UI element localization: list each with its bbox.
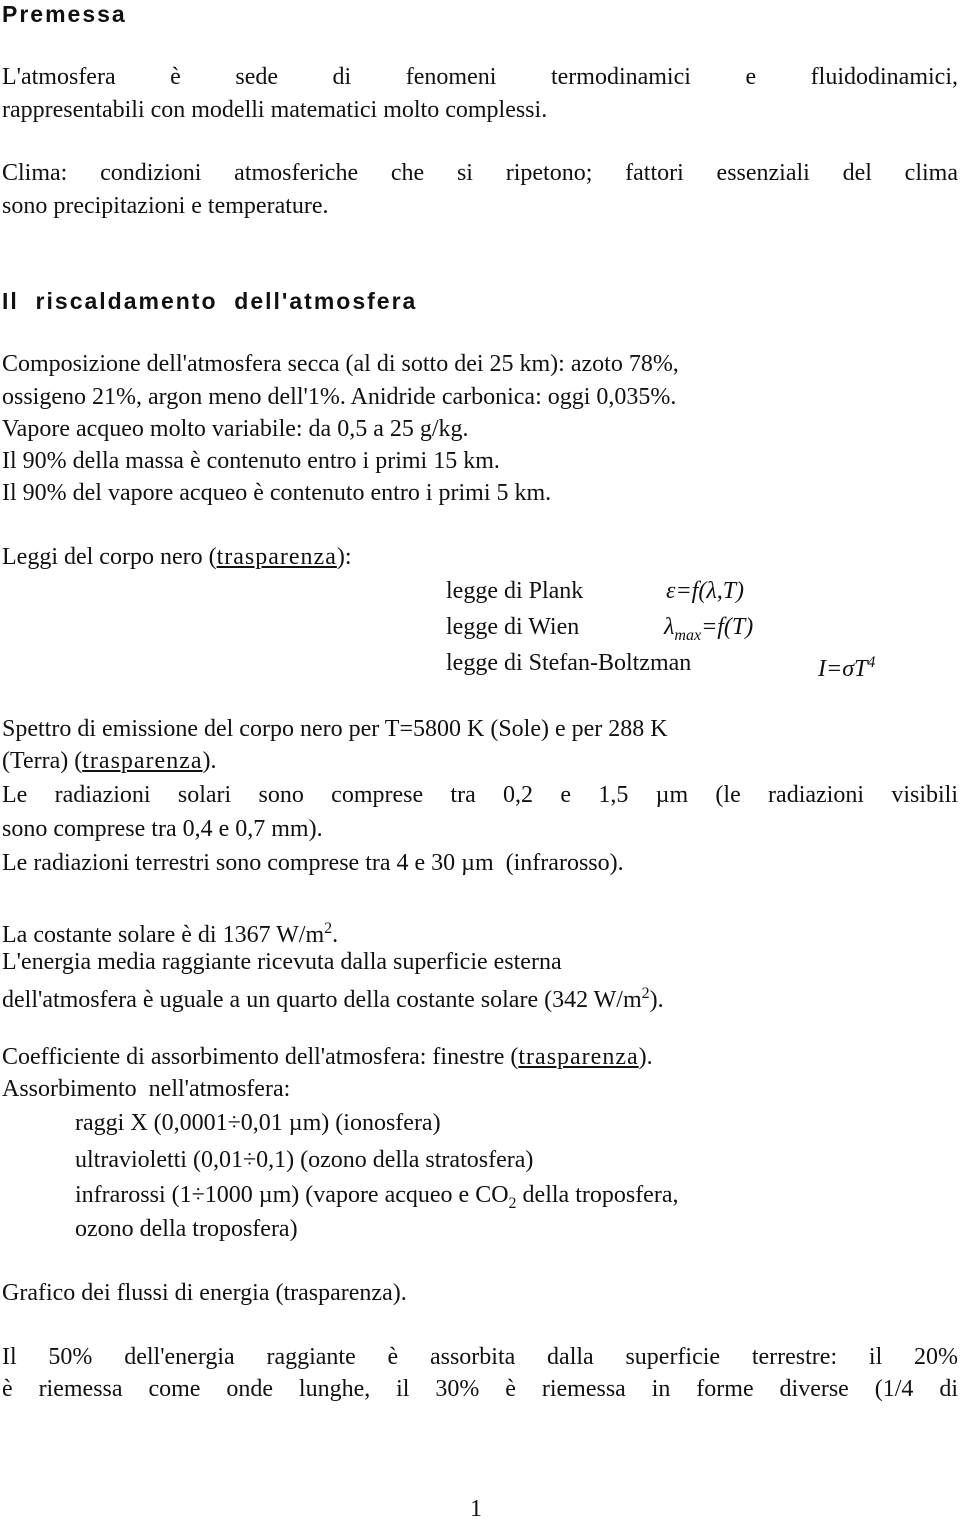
trasparenza-link[interactable]: trasparenza xyxy=(82,748,203,774)
composition-line-3: Vapore acqueo molto variabile: da 0,5 a 25 g/kg. xyxy=(2,416,469,442)
intro-line-4: sono precipitazioni e temperature. xyxy=(2,193,329,219)
spectrum-line-5: Le radiazioni terrestri sono comprese tra 4 e 30 µm (infrarosso). xyxy=(2,850,624,876)
final-line-2: è riemessa come onde lunghe, il 30% è riemessa in forme diverse (1/4 di xyxy=(2,1376,958,1402)
laws-intro-suffix: ): xyxy=(336,544,352,570)
composition-line-2: ossigeno 21%, argon meno dell'1%. Anidride carbonica: oggi 0,035%. xyxy=(2,384,677,410)
composition-line-5: Il 90% del vapore acqueo è contenuto entro i primi 5 km. xyxy=(2,480,552,506)
intro-line-2: rappresentabili con modelli matematici molto complessi. xyxy=(2,97,548,123)
co2-subscript: 2 xyxy=(508,1194,517,1212)
solar-line-1-prefix: La costante solare è di 1367 W/m xyxy=(2,922,325,948)
composition-line-1: Composizione dell'atmosfera secca (al di sotto dei 25 km): azoto 78%, xyxy=(2,351,679,377)
trasparenza-link[interactable]: trasparenza xyxy=(518,1044,639,1070)
absorption-item-x-rays: raggi X (0,0001÷0,01 µm) (ionosfera) xyxy=(75,1110,441,1136)
spectrum-line-2-suffix: ). xyxy=(202,748,217,774)
law-plank-name: legge di Plank xyxy=(446,578,584,604)
graph-line: Grafico dei flussi di energia (trasparenza). xyxy=(2,1280,407,1306)
trasparenza-link[interactable]: trasparenza xyxy=(216,544,337,570)
absorption-line-1-prefix: Coefficiente di assorbimento dell'atmosfera: finestre ( xyxy=(2,1044,519,1070)
spectrum-line-3: Le radiazioni solari sono comprese tra 0,2 e 1,5 µm (le radiazioni visibili xyxy=(2,782,958,808)
spectrum-line-2 xyxy=(2,747,217,775)
spectrum-line-1: Spettro di emissione del corpo nero per T=5800 K (Sole) e per 288 K xyxy=(2,716,668,742)
absorption-line-2: Assorbimento nell'atmosfera: xyxy=(2,1076,291,1102)
law-wien-name: legge di Wien xyxy=(446,614,580,640)
laws-intro-prefix: Leggi del corpo nero ( xyxy=(2,544,217,570)
spectrum-line-2-prefix: (Terra) ( xyxy=(2,748,83,774)
solar-line-1 xyxy=(2,915,338,949)
absorption-line-1 xyxy=(2,1043,653,1071)
wien-rest: =f(T) xyxy=(701,614,754,640)
wien-sub-max: max xyxy=(674,626,702,644)
law-wien-formula xyxy=(664,613,753,650)
page-number: 1 xyxy=(470,1496,482,1522)
absorption-item-ozone: ozono della troposfera) xyxy=(75,1216,298,1242)
law-stefan-name: legge di Stefan-Boltzman xyxy=(446,650,692,676)
composition-line-4: Il 90% della massa è contenuto entro i primi 15 km. xyxy=(2,448,500,474)
spectrum-line-4: sono comprese tra 0,4 e 0,7 mm). xyxy=(2,816,323,842)
solar-line-1-suffix: . xyxy=(332,922,339,948)
solar-line-2: L'energia media raggiante ricevuta dalla superficie esterna xyxy=(2,949,562,975)
absorption-item-ultraviolet: ultravioletti (0,01÷0,1) (ozono della stratosfera) xyxy=(75,1147,534,1173)
section-heading-riscaldamento: Il riscaldamento dell'atmosfera xyxy=(2,288,418,314)
section-heading-premessa: Premessa xyxy=(2,1,127,27)
absorption-line-1-suffix: ). xyxy=(638,1044,653,1070)
solar-line-3 xyxy=(2,980,664,1014)
stefan-main: I=σT xyxy=(818,656,868,682)
solar-line-1-sup: 2 xyxy=(324,920,333,937)
absorption-item-infrared-suffix: della troposfera, xyxy=(516,1182,679,1208)
solar-line-3-suffix: ). xyxy=(649,987,664,1013)
stefan-exponent: 4 xyxy=(867,654,876,671)
intro-line-3: Clima: condizioni atmosferiche che si ripetono; fattori essenziali del clima xyxy=(2,160,958,186)
law-plank-formula: ε=f(λ,T) xyxy=(666,578,745,604)
law-stefan-formula xyxy=(818,649,875,683)
wien-lambda: λ xyxy=(664,614,675,640)
final-line-1: Il 50% dell'energia raggiante è assorbita dalla superficie terrestre: il 20% xyxy=(2,1344,958,1370)
absorption-item-infrared-prefix: infrarossi (1÷1000 µm) (vapore acqueo e CO xyxy=(75,1182,509,1208)
absorption-item-infrared xyxy=(75,1181,678,1218)
solar-line-3-prefix: dell'atmosfera è uguale a un quarto della costante solare (342 W/m xyxy=(2,987,642,1013)
solar-line-3-sup: 2 xyxy=(641,985,650,1002)
intro-line-1: L'atmosfera è sede di fenomeni termodinamici e fluidodinamici, xyxy=(2,64,958,90)
laws-intro xyxy=(2,543,352,571)
